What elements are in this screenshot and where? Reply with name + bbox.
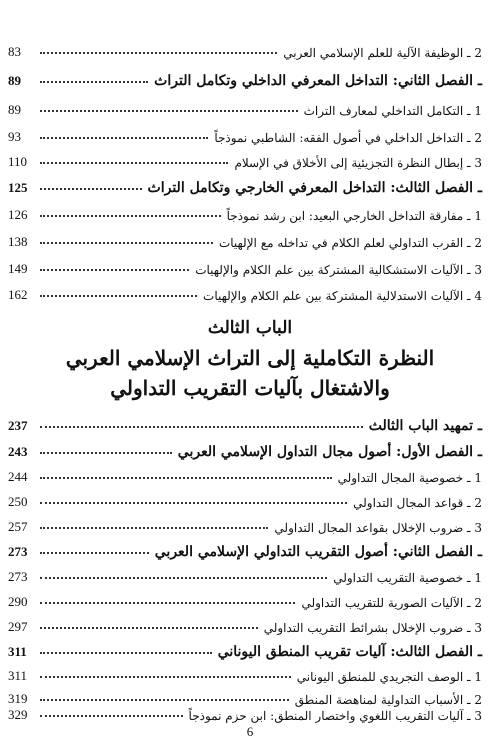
toc-entry-page: 250 xyxy=(8,494,28,509)
toc-entry-title: 1 ـ خصوصية التقريب التداولي xyxy=(333,571,482,585)
toc-entry-title: 2 ـ القرب التداولي لعلم الكلام في تداخله مع الإلهيات xyxy=(218,236,482,250)
toc-leader-dots xyxy=(40,527,268,529)
toc-leader-dots xyxy=(40,215,221,217)
toc-entry xyxy=(8,253,482,277)
toc-entry-title: 3 ـ إبطال النظرة التجزيئية إلى الأخلاق في الإسلام xyxy=(234,156,482,170)
toc-leader-dots xyxy=(40,577,327,579)
toc-entry-title: 1 ـ خصوصية المجال التداولي xyxy=(337,471,482,485)
toc-entry xyxy=(8,561,482,585)
toc-entry-page: 244 xyxy=(8,469,28,484)
toc-entry xyxy=(8,611,482,635)
toc-leader-dots xyxy=(40,676,291,678)
toc-entry-page: 83 xyxy=(8,44,21,59)
toc-entry-page: 89 xyxy=(8,73,21,88)
toc-entry-page: 243 xyxy=(8,444,28,459)
toc-entry-title: 2 ـ قواعد المجال التداولي xyxy=(353,496,482,510)
toc-leader-dots xyxy=(40,188,142,190)
toc-entry-page: 290 xyxy=(8,594,28,609)
toc-entry-title: 1 ـ التكامل التداخلي لمعارف التراث xyxy=(303,104,482,118)
toc-entry-title: 1 ـ مفارقة التداخل الخارجي البعيد: ابن رشد نموذجاً xyxy=(226,209,482,223)
page-number: 6 xyxy=(246,724,254,739)
toc-chapter xyxy=(8,436,482,460)
toc-entry xyxy=(8,511,482,535)
toc-leader-dots xyxy=(40,162,228,164)
toc-entry xyxy=(8,699,482,723)
toc-entry-title: 3 ـ ضروب الإخلال بشرائط التقريب التداولي xyxy=(263,621,482,635)
toc-leader-dots xyxy=(40,269,189,271)
toc-entry-page: 93 xyxy=(8,129,21,144)
toc-leader-dots xyxy=(40,502,347,504)
part-title-line-1: النظرة التكاملية إلى التراث الإسلامي العربي xyxy=(65,346,435,370)
toc-entry xyxy=(8,279,482,303)
toc-entry-title: 2 ـ الوظيفة الآلية للعلم الإسلامي العربي xyxy=(283,46,482,60)
toc-entry-page: 125 xyxy=(8,180,28,195)
toc-chapter xyxy=(8,636,482,660)
toc-leader-dots xyxy=(40,552,149,554)
toc-entry xyxy=(8,199,482,223)
toc-leader-dots xyxy=(40,477,332,479)
toc-chapter-title: ـ الفصل الثاني: أصول التقريب التداولي الإسلامي العربي xyxy=(154,544,482,560)
toc-entry-page: 319 xyxy=(8,691,28,706)
toc-leader-dots xyxy=(40,137,208,139)
toc-entry-title: 2 ـ الآليات الصورية للتقريب التداولي xyxy=(301,596,482,610)
toc-leader-dots xyxy=(40,652,212,654)
toc-entry xyxy=(8,486,482,510)
toc-leader-dots xyxy=(40,426,363,428)
toc-entry-title: 1 ـ الوصف التجريدي للمنطق اليوناني xyxy=(296,670,482,684)
toc-chapter xyxy=(8,536,482,560)
toc-entry-title: 4 ـ الآليات الاستدلالية المشتركة بين علم الكلام والإلهيات xyxy=(203,289,482,303)
toc-chapter-title: ـ الفصل الثالث: آليات تقريب المنطق اليوناني xyxy=(217,644,482,660)
toc-chapter-title: ـ الفصل الأول: أصول مجال التداول الإسلامي العربي xyxy=(177,444,482,460)
toc-leader-dots xyxy=(40,295,197,297)
toc-chapter-title: ـ الفصل الثالث: التداخل المعرفي الخارجي وتكامل التراث xyxy=(147,180,482,196)
toc-chapter xyxy=(8,410,482,434)
toc-entry-page: 257 xyxy=(8,519,28,534)
toc-entry xyxy=(8,94,482,118)
toc-entry xyxy=(8,586,482,610)
toc-leader-dots xyxy=(40,602,295,604)
toc-entry-page: 126 xyxy=(8,207,28,222)
toc-entry xyxy=(8,36,482,60)
part-heading: الباب الثالث xyxy=(207,318,293,338)
toc-entry-page: 297 xyxy=(8,619,28,634)
toc-entry-title: 3 ـ ضروب الإخلال بقواعد المجال التداولي xyxy=(274,521,482,535)
toc-entry xyxy=(8,121,482,145)
toc-entry-page: 311 xyxy=(8,644,27,659)
toc-chapter xyxy=(8,172,482,196)
toc-entry-page: 138 xyxy=(8,234,28,249)
toc-leader-dots xyxy=(40,52,277,54)
toc-entry-title: 2 ـ الأسباب التداولية لمناهضة المنطق xyxy=(294,693,482,707)
toc-leader-dots xyxy=(40,627,258,629)
toc-entry-title: 3 ـ آليات التقريب اللغوي واختصار المنطق: ابن حزم نموذجاً xyxy=(188,709,482,723)
toc-entry xyxy=(8,146,482,170)
toc-chapter xyxy=(8,65,482,89)
toc-leader-dots xyxy=(40,242,213,244)
toc-entry-page: 273 xyxy=(8,569,28,584)
toc-entry-page: 311 xyxy=(8,668,28,683)
toc-entry xyxy=(8,461,482,485)
toc-entry-title: 2 ـ التداخل الداخلي في أصول الفقه: الشاطبي نموذجاً xyxy=(214,131,482,145)
toc-entry-page: 237 xyxy=(8,418,28,433)
toc-entry-page: 329 xyxy=(8,707,28,722)
toc-entry-page: 273 xyxy=(8,544,28,559)
toc-chapter-title: ـ الفصل الثاني: التداخل المعرفي الداخلي وتكامل التراث xyxy=(154,73,482,89)
toc-leader-dots xyxy=(40,715,183,717)
toc-entry xyxy=(8,226,482,250)
toc-entry-page: 89 xyxy=(8,102,21,117)
toc-leader-dots xyxy=(40,452,172,454)
toc-entry xyxy=(8,660,482,684)
toc-chapter-title: ـ تمهيد الباب الثالث xyxy=(368,418,482,434)
toc-entry-page: 162 xyxy=(8,287,28,302)
part-title-line-2: والاشتغال بآليات التقريب التداولي xyxy=(110,376,390,400)
toc-entry-page: 110 xyxy=(8,154,28,169)
toc-leader-dots xyxy=(40,81,148,83)
toc-entry-page: 149 xyxy=(8,261,28,276)
toc-leader-dots xyxy=(40,110,298,112)
toc-entry-title: 3 ـ الآليات الاستشكالية المشتركة بين علم الكلام والإلهيات xyxy=(195,263,482,277)
